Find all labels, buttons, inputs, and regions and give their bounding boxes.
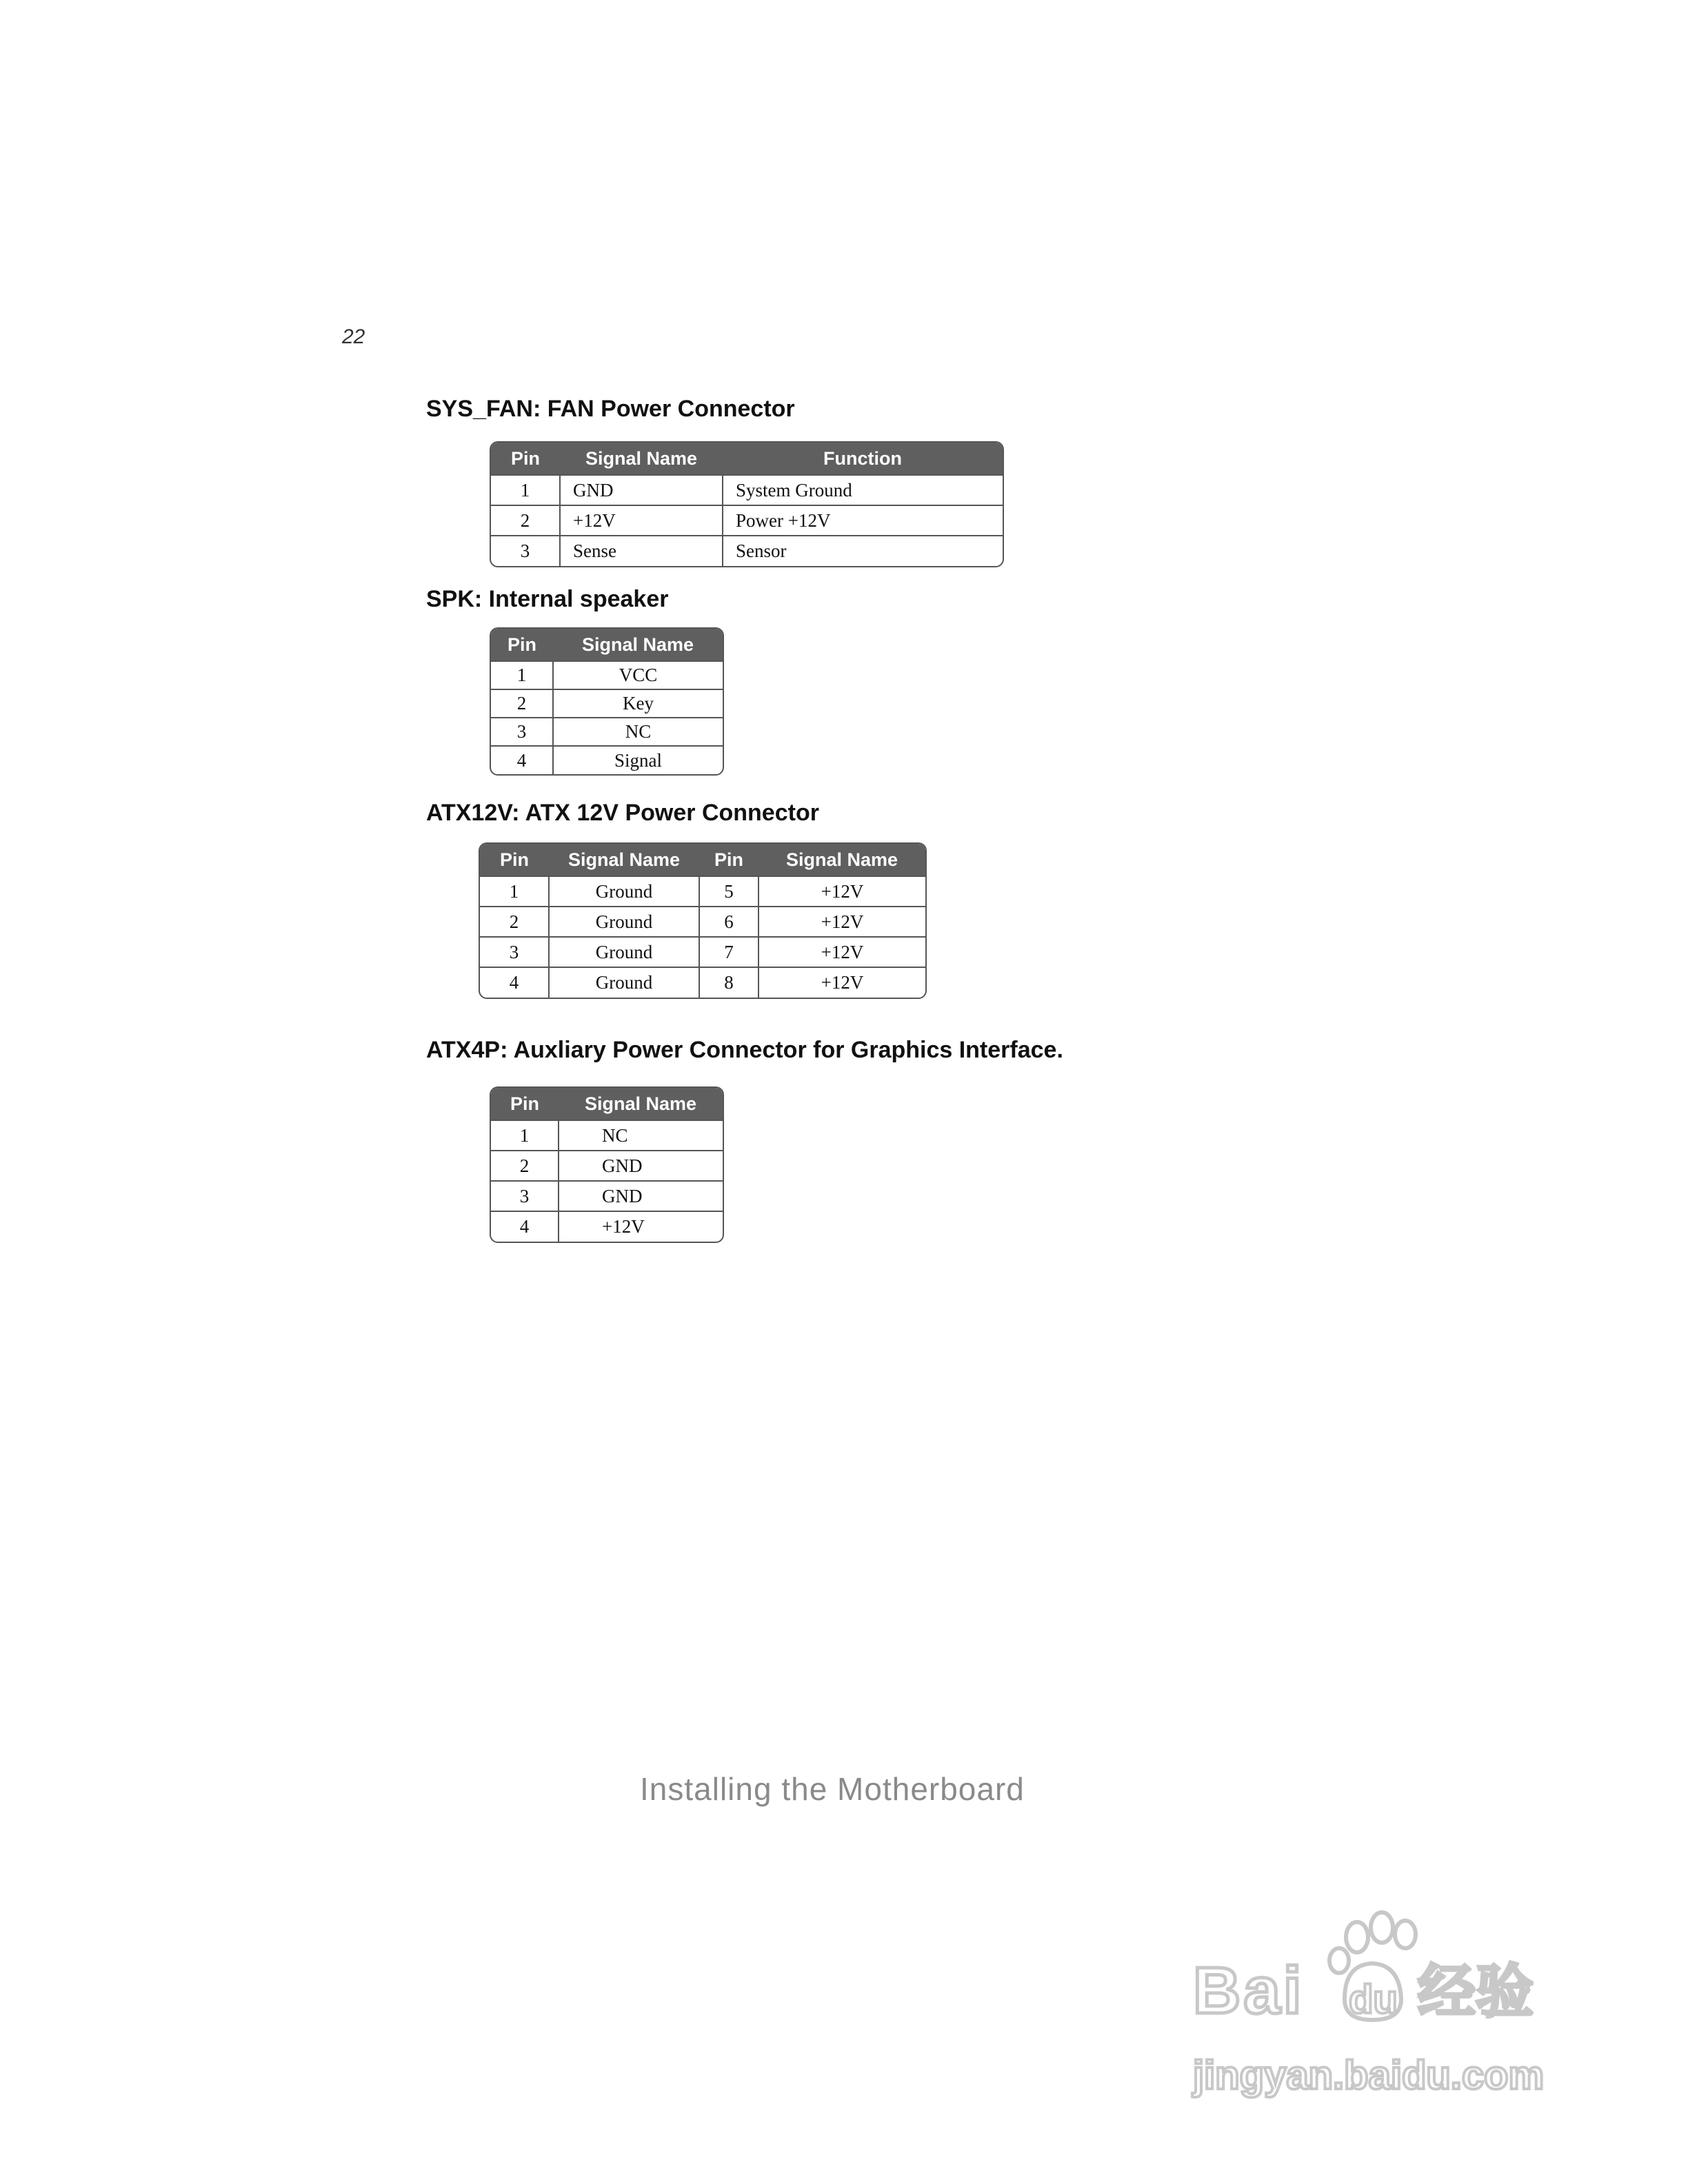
pin-cell: 4 [491,1211,559,1242]
signal-cell: VCC [553,661,723,689]
pin-cell: 1 [491,661,553,689]
pin-cell: 6 [699,907,758,937]
table-row [491,746,723,774]
signal-cell: Ground [549,876,699,907]
table-row [491,661,723,689]
column-header: Pin [699,844,758,876]
column-header: Signal Name [560,443,723,475]
pin-cell: 1 [480,876,549,907]
table-row [491,1211,723,1242]
column-header: Function [723,443,1003,475]
function-cell: System Ground [723,475,1003,505]
column-header: Signal Name [758,844,925,876]
signal-cell: Ground [549,937,699,967]
pin-cell: 7 [699,937,758,967]
signal-cell: NC [553,718,723,746]
atx4p-table [490,1086,724,1243]
pin-cell: 3 [491,1181,559,1211]
signal-cell: +12V [560,505,723,536]
signal-cell: Ground [549,907,699,937]
table-row [491,1120,723,1151]
signal-cell: GND [560,475,723,505]
svg-text:Bai: Bai [1193,1954,1305,2028]
table-row [491,475,1003,505]
pin-cell: 2 [491,689,553,718]
table-row [480,967,925,998]
function-cell: Sensor [723,536,1003,566]
pin-cell: 5 [699,876,758,907]
table-row [491,718,723,746]
signal-cell: Key [553,689,723,718]
footer-text: Installing the Motherboard [640,1771,1025,1807]
sys-fan-table [490,441,1004,567]
table-header-row [491,443,1003,475]
function-cell: Power +12V [723,505,1003,536]
signal-cell: Sense [560,536,723,566]
column-header: Signal Name [553,629,723,661]
signal-cell: GND [559,1181,723,1211]
pin-cell: 3 [491,536,560,566]
signal-cell: Ground [549,967,699,998]
table-row [480,937,925,967]
pin-cell: 8 [699,967,758,998]
table-header-row [480,844,925,876]
svg-text:du: du [1349,1977,1398,2022]
page-number: 22 [342,325,365,348]
table-row [491,505,1003,536]
signal-cell: +12V [758,937,925,967]
column-header: Pin [491,1088,559,1120]
signal-cell: NC [559,1120,723,1151]
column-header: Signal Name [559,1088,723,1120]
pin-cell: 3 [480,937,549,967]
pin-cell: 4 [491,746,553,774]
signal-cell: +12V [758,967,925,998]
atx4p-heading: ATX4P: Auxliary Power Connector for Graphics Interface. [426,1037,1063,1063]
baidu-jingyan-watermark-logo [1186,1910,1572,2110]
pin-cell: 1 [491,475,560,505]
spk-heading: SPK: Internal speaker [426,586,669,612]
pin-cell: 4 [480,967,549,998]
table-row [491,689,723,718]
table-row [491,536,1003,566]
column-header: Signal Name [549,844,699,876]
svg-text:jingyan.baidu.com: jingyan.baidu.com [1193,2053,1545,2098]
table-row [480,876,925,907]
signal-cell: +12V [758,876,925,907]
signal-cell: Signal [553,746,723,774]
table-row [491,1181,723,1211]
column-header: Pin [480,844,549,876]
column-header: Pin [491,629,553,661]
atx12v-heading: ATX12V: ATX 12V Power Connector [426,800,819,826]
svg-text:经验: 经验 [1418,1958,1534,2025]
spk-table [490,627,724,776]
pin-cell: 2 [480,907,549,937]
pin-cell: 1 [491,1120,559,1151]
pin-cell: 2 [491,1151,559,1181]
column-header: Pin [491,443,560,475]
atx12v-table [479,842,927,999]
pin-cell: 3 [491,718,553,746]
table-row [480,907,925,937]
table-header-row [491,1088,723,1120]
table-row [491,1151,723,1181]
signal-cell: GND [559,1151,723,1181]
pin-cell: 2 [491,505,560,536]
sys-fan-heading: SYS_FAN: FAN Power Connector [426,396,795,422]
signal-cell: +12V [758,907,925,937]
signal-cell: +12V [559,1211,723,1242]
table-header-row [491,629,723,661]
